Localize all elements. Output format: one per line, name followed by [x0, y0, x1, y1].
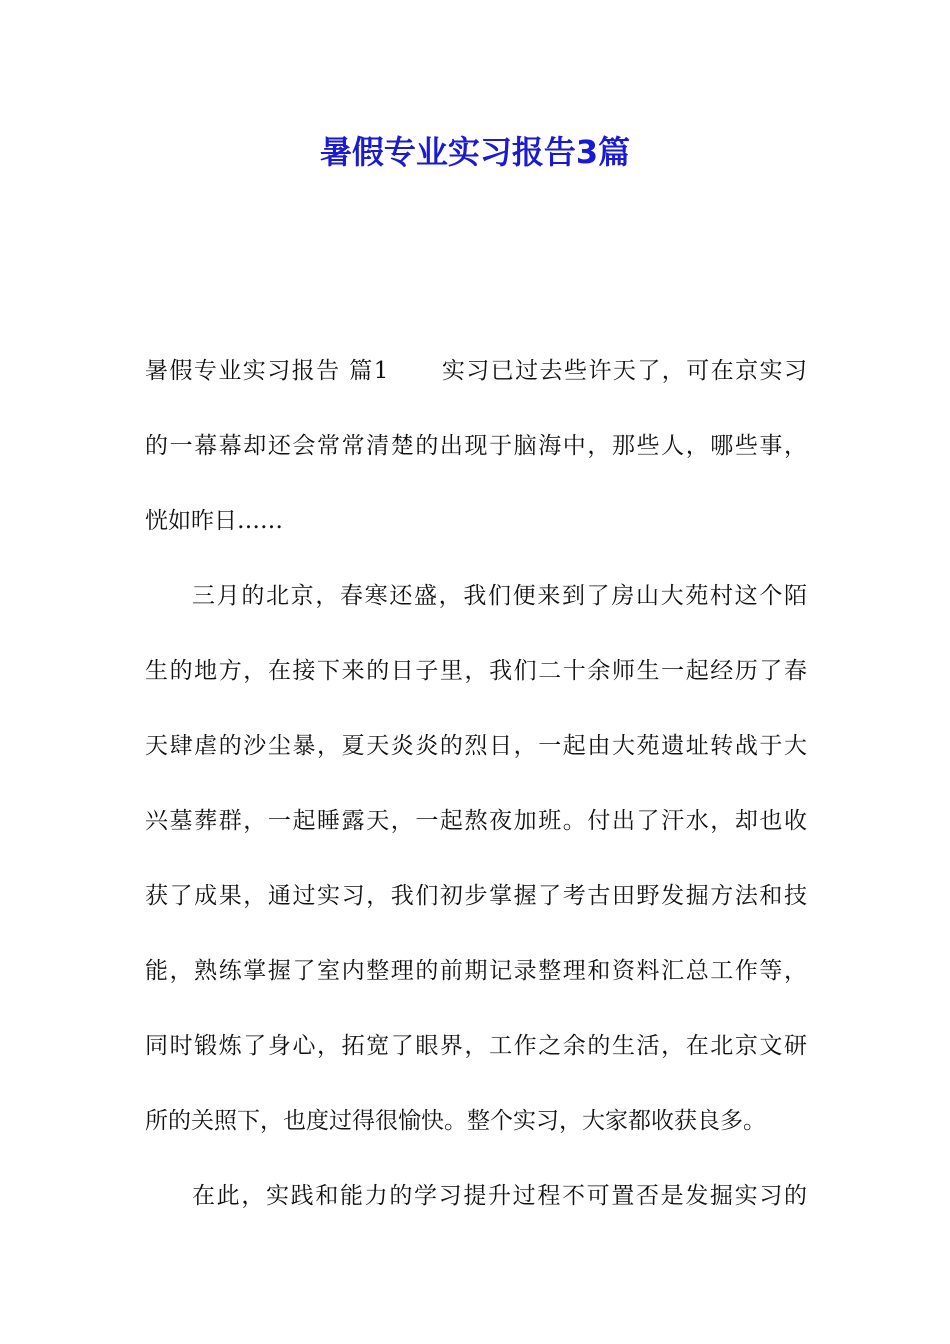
paragraph-line: 生的地方，在接下来的日子里，我们二十余师生一起经历了春	[145, 658, 807, 684]
paragraph-line: 所的关照下，也度过得很愉快。整个实习，大家都收获良多。	[145, 1108, 766, 1134]
document-title: 暑假专业实习报告3篇	[319, 133, 631, 171]
paragraph-line	[145, 334, 807, 409]
paragraph-line: 同时锻炼了身心，拓宽了眼界，工作之余的生活，在北京文研	[145, 1033, 807, 1059]
paragraph-line: 的一幕幕却还会常常清楚的出现于脑海中，那些人，哪些事，	[145, 433, 807, 459]
paragraph-line: 恍如昨日……	[145, 508, 283, 534]
line-text: 实习已过去些许天了，可在京实习	[440, 358, 807, 384]
paragraph-line: 兴墓葬群，一起睡露天，一起熬夜加班。付出了汗水，却也收	[145, 808, 807, 834]
document-body	[145, 334, 807, 1234]
paragraph-line: 获了成果，通过实习，我们初步掌握了考古田野发掘方法和技	[145, 883, 807, 909]
section-label: 暑假专业实习报告 篇1	[145, 358, 389, 384]
paragraph-line: 三月的北京，春寒还盛，我们便来到了房山大苑村这个陌	[192, 583, 807, 609]
paragraph-line: 天肆虐的沙尘暴，夏天炎炎的烈日，一起由大苑遗址转战于大	[145, 733, 807, 759]
paragraph-line: 在此，实践和能力的学习提升过程不可置否是发掘实习的	[192, 1183, 807, 1209]
paragraph-line: 能，熟练掌握了室内整理的前期记录整理和资料汇总工作等，	[145, 958, 807, 984]
